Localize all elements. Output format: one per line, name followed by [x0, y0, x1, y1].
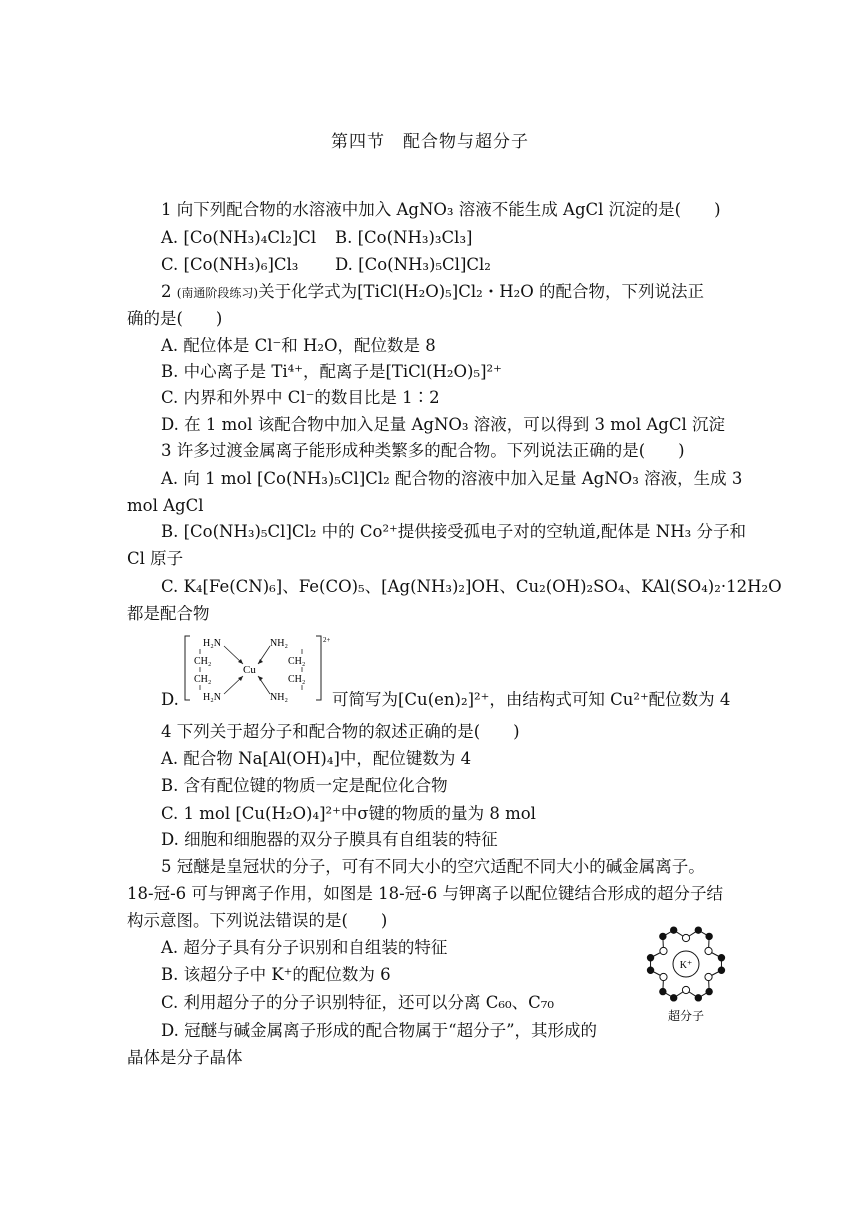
carbon-atom — [695, 927, 701, 933]
carbon-atom — [647, 955, 653, 961]
carbon-atom — [706, 988, 712, 994]
structure-ch2-left-bottom: CH₂ — [194, 674, 212, 685]
crown-ether-figure — [638, 916, 734, 1026]
oxygen-atom — [705, 973, 712, 980]
q1-option-b: B. [Co(NH₃)₃Cl₃] — [335, 228, 473, 247]
q3-option-d-label: D. — [161, 690, 179, 709]
carbon-atom — [695, 995, 701, 1001]
oxygen-atom — [682, 986, 689, 993]
q5-stem-cont-2: 构示意图。下列说法错误的是( ) — [127, 911, 388, 930]
q1-option-c: C. [Co(NH₃)₆]Cl₃ — [161, 255, 299, 274]
structure-nh2-top: NH₂ — [270, 638, 288, 649]
q1-option-a: A. [Co(NH₃)₄Cl₂]Cl — [161, 228, 317, 247]
carbon-atom — [647, 967, 653, 973]
carbon-atom — [670, 995, 676, 1001]
q5-option-a: A. 超分子具有分子识别和自组装的特征 — [161, 938, 448, 957]
carbon-atom — [660, 933, 666, 939]
structure-ch2-right-bottom: CH₂ — [288, 674, 306, 685]
structure-h2n-top: H₂N — [203, 638, 221, 649]
q5-option-d-cont: 晶体是分子晶体 — [127, 1048, 243, 1067]
q2-option-c: C. 内界和外界中 Cl⁻的数目比是 1∶2 — [161, 388, 440, 407]
q5-option-c: C. 利用超分子的分子识别特征，还可以分离 C₆₀、C₇₀ — [161, 993, 554, 1012]
q2-source: (南通阶段练习) — [176, 286, 259, 300]
q4-option-b: B. 含有配位键的物质一定是配位化合物 — [161, 776, 448, 795]
structure-ch2-left-top: CH₂ — [194, 656, 212, 667]
oxygen-atom — [705, 947, 712, 954]
q3-option-b-cont: Cl 原子 — [127, 549, 184, 568]
q2-stem-cont: 确的是( ) — [127, 309, 223, 328]
oxygen-atom — [660, 973, 667, 980]
q4-stem: 4 下列关于超分子和配合物的叙述正确的是( ) — [161, 722, 520, 741]
q2-stem-line — [161, 281, 704, 304]
structure-charge: 2+ — [323, 636, 330, 644]
oxygen-atom — [682, 934, 689, 941]
q1-stem: 1 向下列配合物的水溶液中加入 AgNO₃ 溶液不能生成 AgCl 沉淀的是( ) — [161, 200, 721, 219]
q4-option-d: D. 细胞和细胞器的双分子膜具有自组装的特征 — [161, 830, 498, 849]
q4-option-a: A. 配合物 Na[Al(OH)₄]中，配位键数为 4 — [161, 749, 472, 768]
q3-option-b: B. [Co(NH₃)₅Cl]Cl₂ 中的 Co²⁺提供接受孤电子对的空轨道,配体是 NH₃ 分子和 — [161, 522, 746, 541]
page-title: 第四节 配合物与超分子 — [331, 132, 529, 152]
q5-stem: 5 冠醚是皇冠状的分子，可有不同大小的空穴适配不同大小的碱金属离子。 — [161, 857, 705, 876]
q5-stem-cont-1: 18-冠-6 可与钾离子作用，如图是 18-冠-6 与钾离子以配位键结合形成的超分子结 — [127, 884, 724, 903]
carbon-atom — [670, 927, 676, 933]
carbon-atom — [718, 955, 724, 961]
q5-option-b: B. 该超分子中 K⁺的配位数为 6 — [161, 965, 391, 984]
structure-cu: Cu — [243, 664, 256, 676]
carbon-atom — [660, 988, 666, 994]
structure-nh2-bottom: NH₂ — [270, 692, 288, 703]
figure-caption: 超分子 — [667, 1009, 705, 1023]
q3-option-c: C. K₄[Fe(CN)₆]、Fe(CO)₅、[Ag(NH₃)₂]OH、Cu₂(OH)₂SO₄、KAl(SO₄)₂·12H₂O — [161, 577, 782, 596]
cu-en-structure — [180, 632, 330, 704]
q3-option-c-cont: 都是配合物 — [127, 604, 210, 623]
structure-ch2-right-top: CH₂ — [288, 656, 306, 667]
structure-h2n-bottom: H₂N — [203, 692, 221, 703]
q3-stem: 3 许多过渡金属离子能形成种类繁多的配合物。下列说法正确的是( ) — [161, 441, 685, 460]
carbon-atom — [706, 933, 712, 939]
q1-option-d: D. [Co(NH₃)₅Cl]Cl₂ — [335, 255, 491, 274]
carbon-atom — [718, 967, 724, 973]
q5-option-d: D. 冠醚与碱金属离子形成的配合物属于“超分子”，其形成的 — [161, 1021, 598, 1040]
q3-option-d: 可简写为[Cu(en)₂]²⁺，由结构式可知 Cu²⁺配位数为 4 — [332, 690, 731, 709]
q3-option-a-cont: mol AgCl — [127, 496, 204, 515]
k-ion-label: K⁺ — [679, 960, 693, 971]
q3-option-a: A. 向 1 mol [Co(NH₃)₅Cl]Cl₂ 配合物的溶液中加入足量 AgNO₃ 溶液，生成 3 — [161, 469, 743, 488]
q2-option-a: A. 配位体是 Cl⁻和 H₂O，配位数是 8 — [161, 336, 436, 355]
q2-number: 2 — [161, 282, 172, 301]
q4-option-c: C. 1 mol [Cu(H₂O)₄]²⁺中σ键的物质的量为 8 mol — [161, 804, 536, 823]
oxygen-atom — [660, 947, 667, 954]
q2-option-d: D. 在 1 mol 该配合物中加入足量 AgNO₃ 溶液，可以得到 3 mol AgCl 沉淀 — [161, 415, 725, 434]
q2-option-b: B. 中心离子是 Ti⁴⁺，配离子是[TiCl(H₂O)₅]²⁺ — [161, 362, 502, 381]
q2-stem: 关于化学式为[TiCl(H₂O)₅]Cl₂・H₂O 的配合物，下列说法正 — [258, 282, 704, 301]
